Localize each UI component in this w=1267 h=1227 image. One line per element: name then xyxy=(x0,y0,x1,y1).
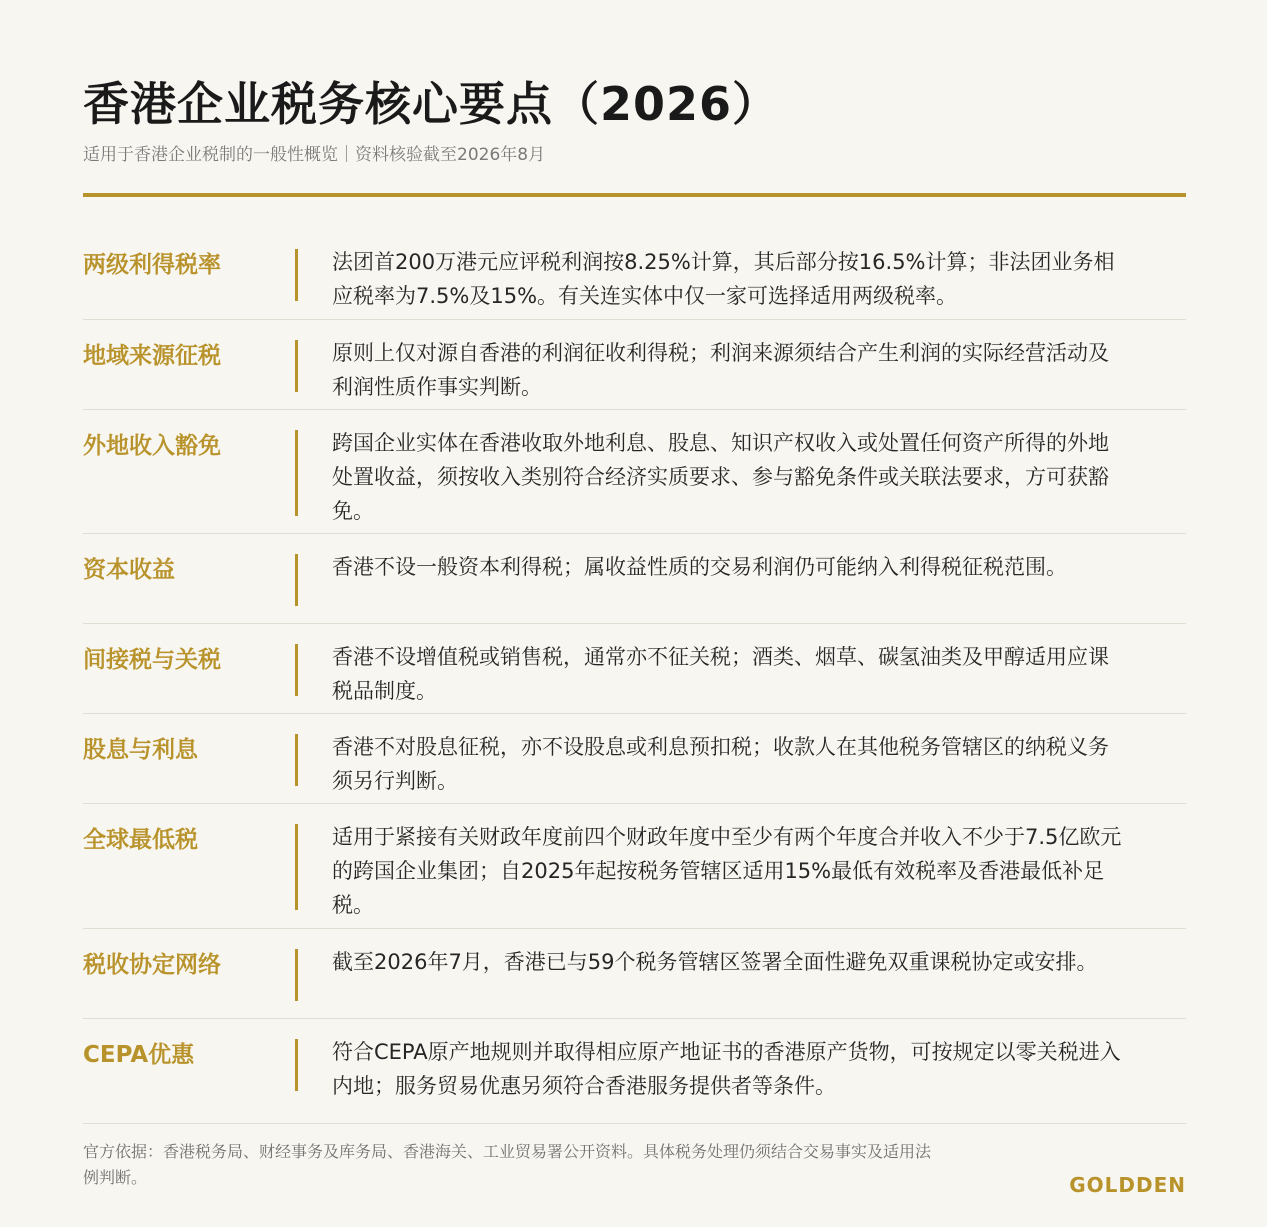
row-description: 原则上仅对源自香港的利润征收利得税；利润来源须结合产生利润的实际经营活动及利润性质作事实判断。 xyxy=(332,341,1109,399)
row-description: 法团首200万港元应评税利润按8.25%计算，其后部分按16.5%计算；非法团业务相应税率为7.5%及15%。有关连实体中仅一家可选择适用两级税率。 xyxy=(332,250,1115,308)
list-item-dividends-and-interest xyxy=(83,714,1186,804)
row-description: 香港不设增值税或销售税，通常亦不征关税；酒类、烟草、碳氢油类及甲醇适用应课税品制度。 xyxy=(332,645,1109,703)
row-label: 两级利得税率 xyxy=(83,252,221,278)
row-label: 资本收益 xyxy=(83,557,175,583)
list-item-capital-gains xyxy=(83,534,1186,624)
list-item-territorial-source xyxy=(83,320,1186,410)
row-description: 香港不设一般资本利得税；属收益性质的交易利润仍可能纳入利得税征税范围。 xyxy=(332,555,1067,579)
row-description: 截至2026年7月，香港已与59个税务管辖区签署全面性避免双重课税协定或安排。 xyxy=(332,950,1098,974)
row-accent-bar xyxy=(295,1039,298,1091)
tax-points-list xyxy=(83,229,1186,1123)
row-label: 全球最低税 xyxy=(83,827,198,853)
row-description: 适用于紧接有关财政年度前四个财政年度中至少有两个年度合并收入不少于7.5亿欧元的跨国企业集团；自2025年起按税务管辖区适用15%最低有效税率及香港最低补足税。 xyxy=(332,825,1122,917)
row-accent-bar xyxy=(295,949,298,1001)
row-description: 符合CEPA原产地规则并取得相应原产地证书的香港原产货物，可按规定以零关税进入内地；服务贸易优惠另须符合香港服务提供者等条件。 xyxy=(332,1040,1121,1098)
row-accent-bar xyxy=(295,249,298,301)
row-accent-bar xyxy=(295,430,298,516)
footer-divider xyxy=(83,1123,1186,1124)
list-item-indirect-tax-and-duties xyxy=(83,624,1186,714)
row-label: 税收协定网络 xyxy=(83,952,221,978)
row-accent-bar xyxy=(295,824,298,910)
source-note: 官方依据：香港税务局、财经事务及库务局、香港海关、工业贸易署公开资料。具体税务处理仍须结合交易事实及适用法例判断。 xyxy=(83,1142,932,1187)
list-item-tax-treaty-network xyxy=(83,929,1186,1019)
page-title: 香港企业税务核心要点（2026） xyxy=(83,77,780,131)
list-item-two-tier-profits-tax xyxy=(83,229,1186,320)
list-item-global-minimum-tax xyxy=(83,804,1186,929)
brand-logo: GOLDDEN xyxy=(1069,1173,1186,1197)
row-label: 间接税与关税 xyxy=(83,647,221,673)
title-divider xyxy=(83,193,1186,197)
row-description: 香港不对股息征税，亦不设股息或利息预扣税；收款人在其他税务管辖区的纳税义务须另行判断。 xyxy=(332,735,1109,793)
row-accent-bar xyxy=(295,734,298,786)
row-label: 外地收入豁免 xyxy=(83,433,221,459)
list-item-cepa-preferences xyxy=(83,1019,1186,1123)
row-accent-bar xyxy=(295,554,298,606)
row-label: 地域来源征税 xyxy=(83,343,221,369)
page-subtitle: 适用于香港企业税制的一般性概览｜资料核验截至2026年8月 xyxy=(83,145,546,165)
list-item-foreign-income-exemption xyxy=(83,410,1186,534)
row-label: CEPA优惠 xyxy=(83,1042,195,1068)
row-accent-bar xyxy=(295,644,298,696)
row-accent-bar xyxy=(295,340,298,392)
row-description: 跨国企业实体在香港收取外地利息、股息、知识产权收入或处置任何资产所得的外地处置收益，须按收入类别符合经济实质要求、参与豁免条件或关联法要求，方可获豁免。 xyxy=(332,431,1109,523)
row-label: 股息与利息 xyxy=(83,737,198,763)
